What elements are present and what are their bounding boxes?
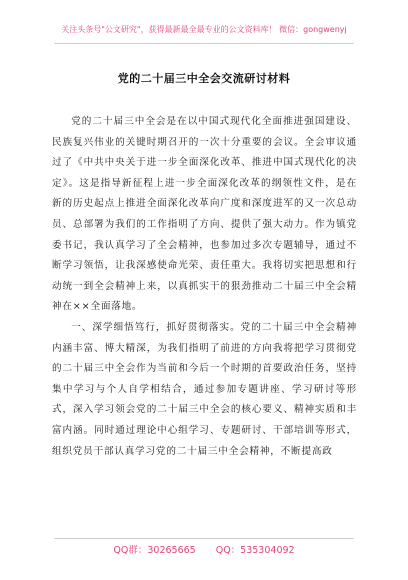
footer-qq-group: QQ群：30265665 bbox=[113, 545, 196, 556]
header-promo-note: 关注头条号"公文研究"，获得最新最全最专业的公文资料库！ 微信：gongwenyj bbox=[61, 25, 347, 34]
footer-qq-number: QQ：535304092 bbox=[215, 545, 295, 556]
document-body bbox=[52, 112, 357, 462]
header-divider bbox=[54, 43, 354, 44]
footer-contact bbox=[0, 542, 408, 556]
footer-divider bbox=[54, 538, 354, 539]
paragraph-intro: 党的二十届三中全会是在以中国式现代化全面推进强国建设、民族复兴伟业的关键时期召开的一次十分重要的会议。全会审议通过了《中共中央关于进一步全面深化改革、推进中国式现代化的决定》。这是指导新征程上进一步全面深化改革的纲领性文件，是在新的历史起点上推进全面深化改革向广度和深度进军的又一次总动员、总部署为我们的工作指明了方向、提供了强大动力。作为镇党委书记，我认真学习了全会精神，也参加过多次专题辅导，通过不断学习领悟，让我深感使命光荣、责任重大。我将切实把思想和行动统一到全会精神上来，以真抓实干的狠劲推动二十届三中全会精神在××全面落地。 bbox=[52, 116, 357, 313]
document-title: 党的二十届三中全会交流研讨材料 bbox=[117, 72, 291, 85]
paragraph-section-one: 一、深学细悟笃行，抓好贯彻落实。党的二十届三中全会精神内涵丰富、博大精深，为我们指明了前进的方向我将把学习贯彻党的二十届三中全会作为当前和今后一个时期的首要政治任务，坚持集中学习与个人自学相结合，通过参加专题讲座、学习研讨等形式，深入学习领会党的二十届三中全会的核心要义、精神实质和丰富内涵。同时通过理论中心组学习、专题研讨、干部培训等形式，组织党员干部认真学习党的二十届三中全会精神，不断提高政 bbox=[52, 321, 357, 457]
